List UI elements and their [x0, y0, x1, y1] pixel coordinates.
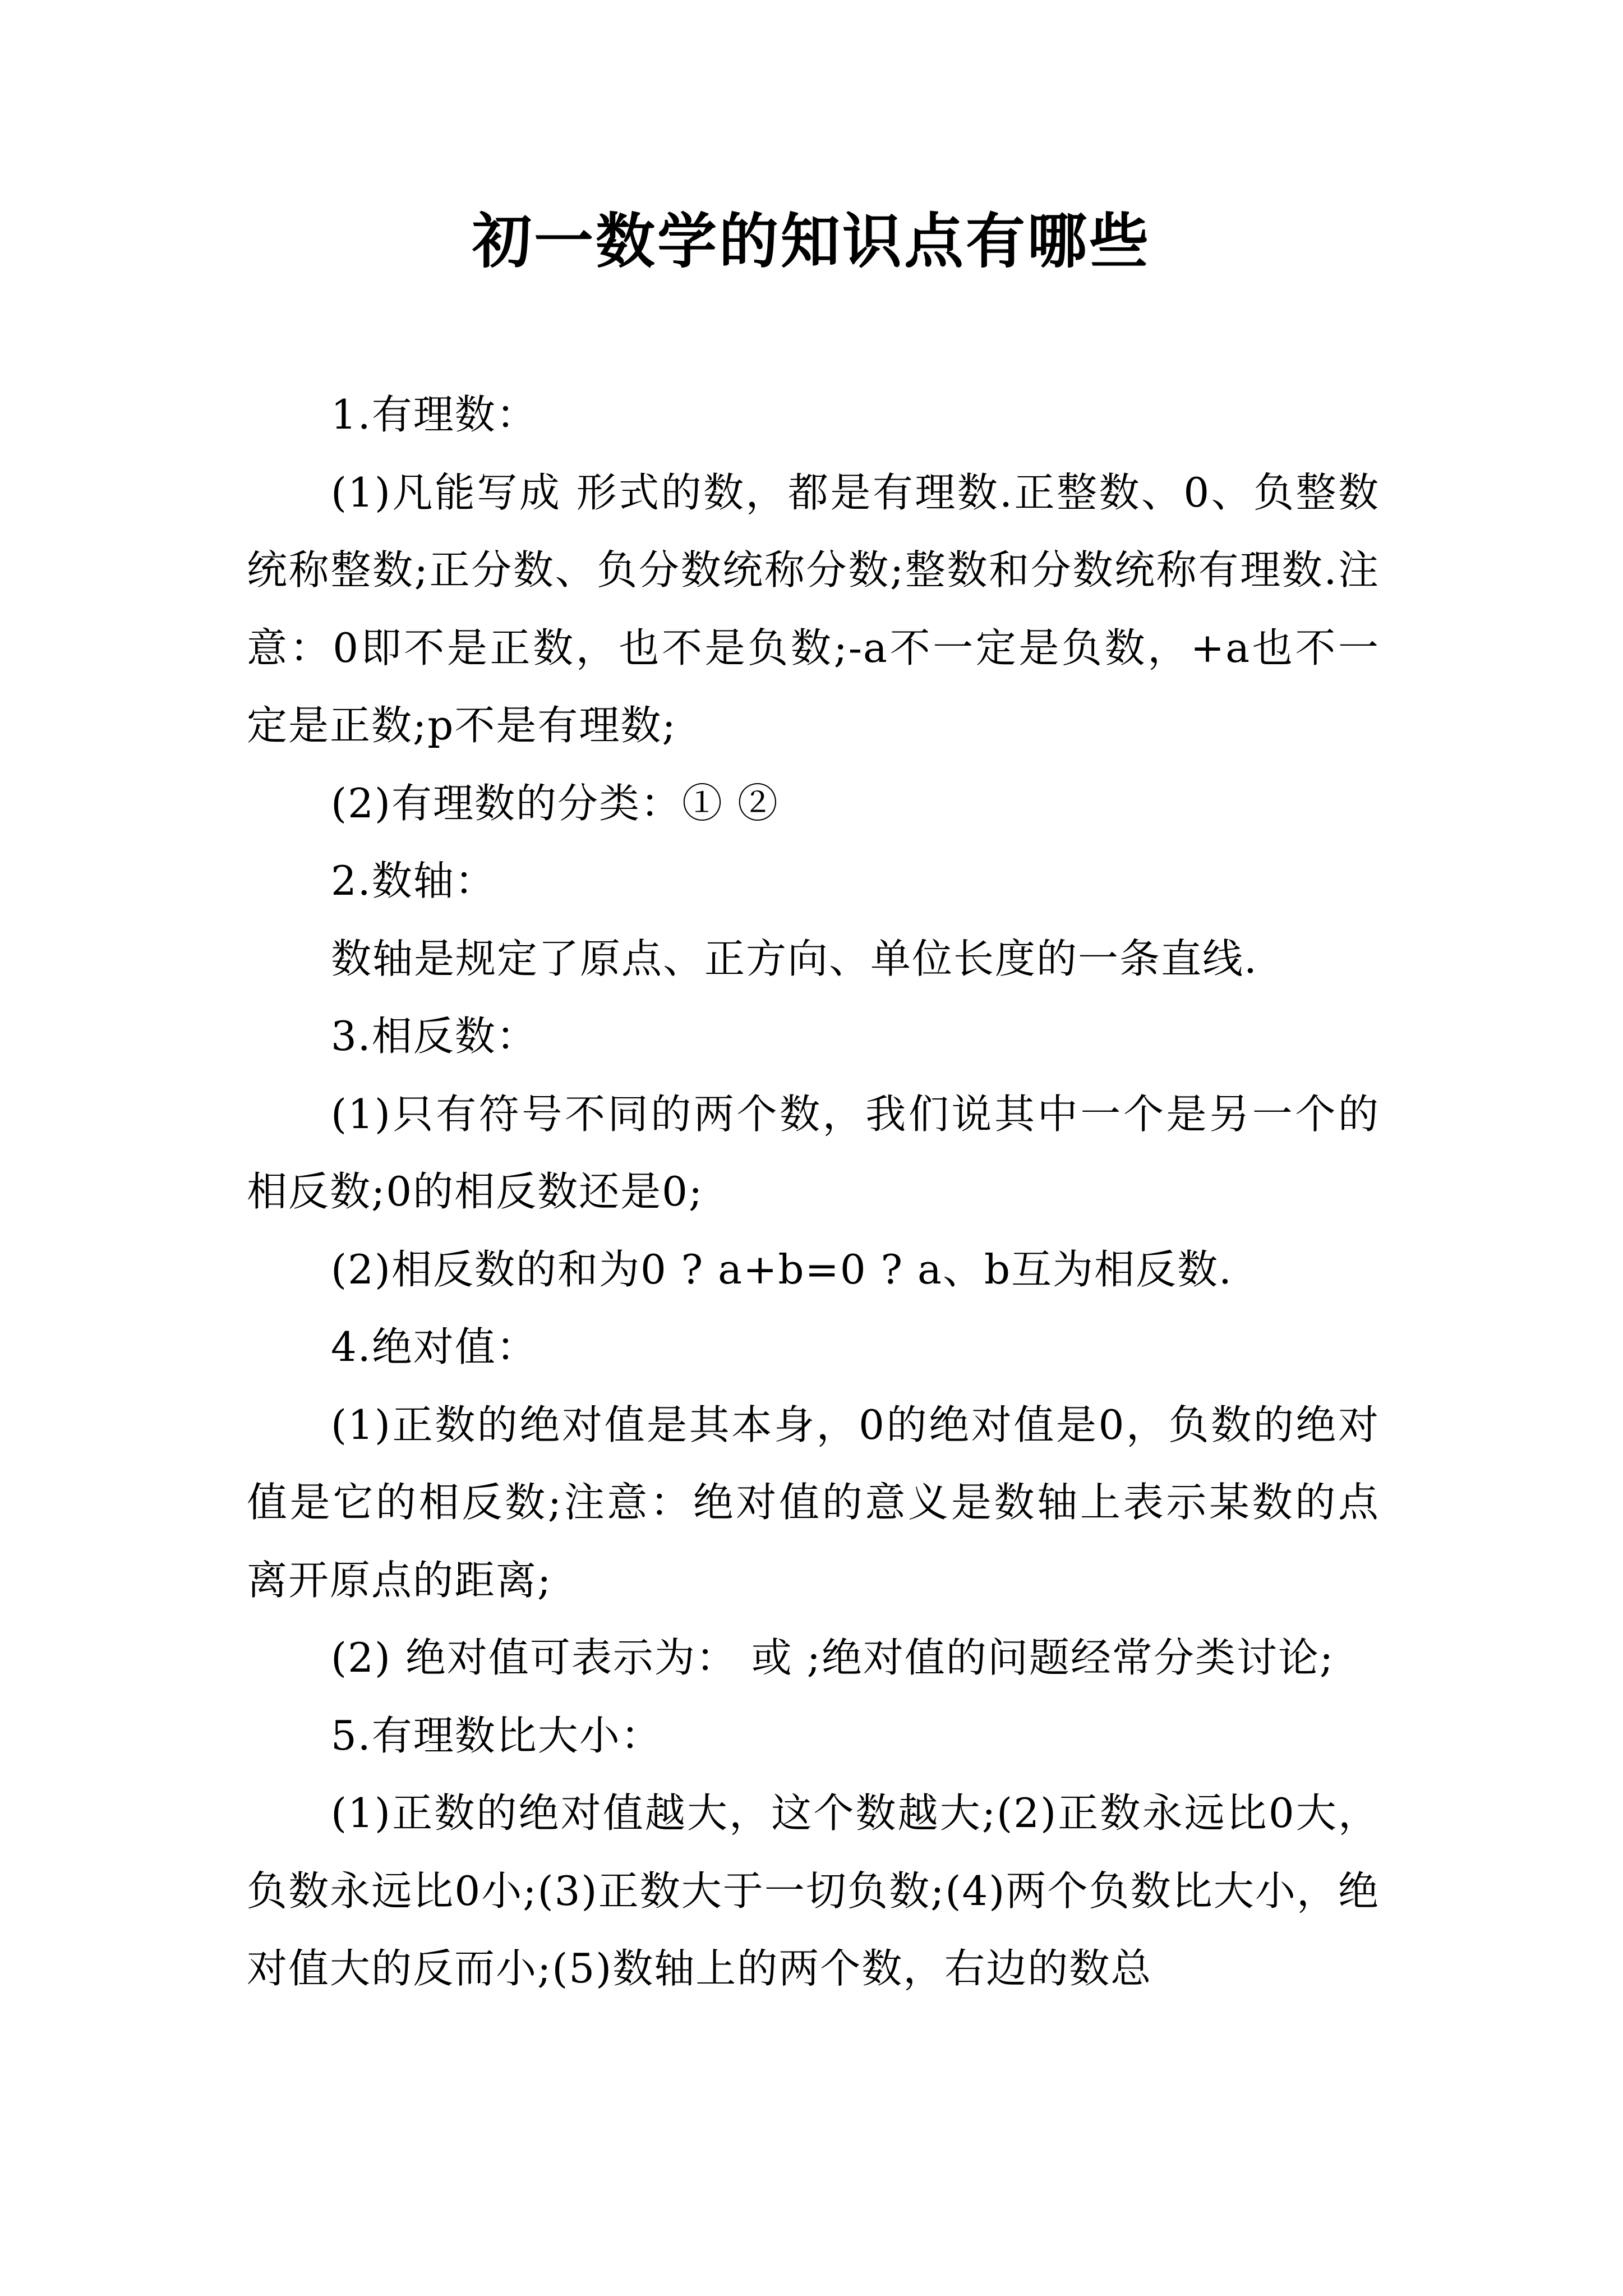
document-title: 初一数学的知识点有哪些: [472, 206, 1151, 276]
section-heading-number-line: 2.数轴：: [331, 857, 496, 904]
document-body: [247, 376, 1380, 2008]
paragraph: (2) 绝对值可表示为： 或 ;绝对值的问题经常分类讨论;: [331, 1634, 1335, 1681]
section-heading-comparing-rationals: 5.有理数比大小：: [331, 1711, 662, 1759]
paragraph: (1)正数的绝对值是其本身，0的绝对值是0，负数的绝对值是它的相反数;注意：绝对值的意义是数轴上表示某数的点离开原点的距离;: [247, 1401, 1380, 1604]
section-heading-opposite-numbers: 3.相反数：: [331, 1013, 538, 1060]
paragraph: 数轴是规定了原点、正方向、单位长度的一条直线.: [331, 935, 1258, 982]
paragraph: (2)相反数的和为0 ? a+b=0 ? a、b互为相反数.: [331, 1245, 1233, 1293]
paragraph: (2)有理数的分类：① ②: [331, 779, 779, 827]
paragraph: (1)正数的绝对值越大，这个数越大;(2)正数永远比0大，负数永远比0小;(3)正数大于一切负数;(4)两个负数比大小，绝对值大的反而小;(5)数轴上的两个数，右边的数总: [247, 1789, 1380, 1992]
section-heading-rational-numbers: 1.有理数：: [331, 391, 538, 438]
paragraph: (1)凡能写成 形式的数，都是有理数.正整数、0、负整数统称整数;正分数、负分数统称分数;整数和分数统称有理数.注意：0即不是正数，也不是负数;-a不一定是负数，+a也不一定是正数;p不是有理数;: [247, 468, 1380, 749]
section-heading-absolute-value: 4.绝对值：: [331, 1323, 538, 1370]
paragraph: (1)只有符号不同的两个数，我们说其中一个是另一个的相反数;0的相反数还是0;: [247, 1090, 1380, 1215]
